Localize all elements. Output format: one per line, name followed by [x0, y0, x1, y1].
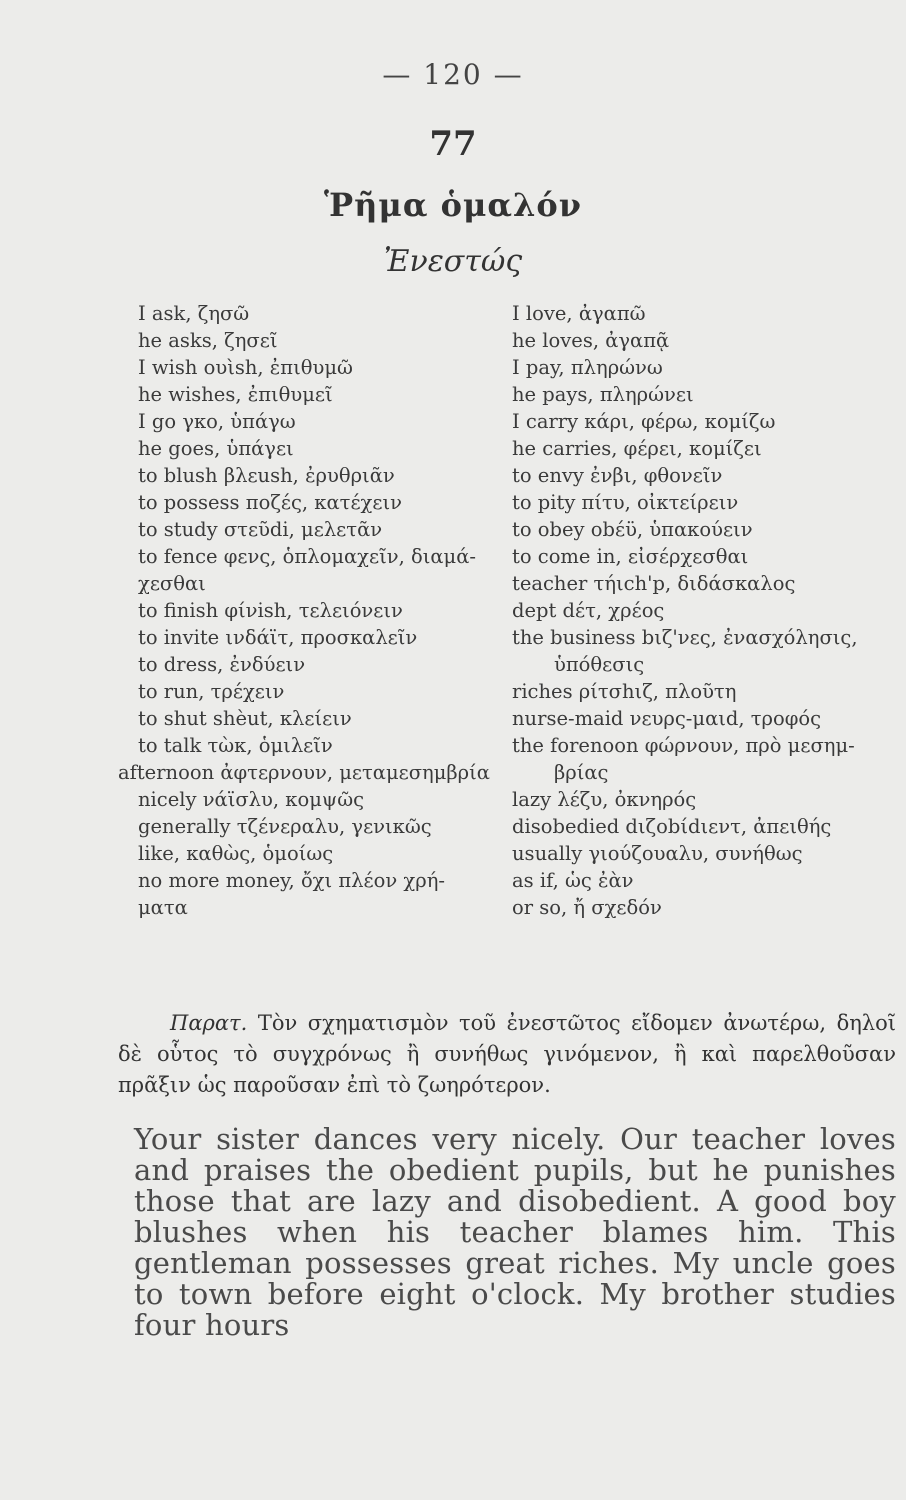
vocab-entry: I carry κάρι, φέρω, κομίζω: [512, 410, 776, 433]
vocab-entry: I ask, ζησῶ: [138, 302, 250, 325]
vocab-entry: he pays, πληρώνει: [512, 383, 694, 406]
vocab-entry: disobedied dιζοbίdιεντ, ἀπειθής: [512, 815, 832, 838]
vocabulary-right-column: [512, 300, 892, 921]
vocab-entry: or so, ἤ σχεδόν: [512, 896, 662, 919]
vocab-entry: to shut shèut, κλείειν: [138, 707, 352, 730]
page-number: — 120 —: [382, 58, 524, 91]
vocab-entry: to possess ποζές, κατέχειν: [138, 491, 402, 514]
vocab-entry: he loves, ἀγαπᾷ: [512, 329, 670, 352]
vocab-entry: χεσθαι: [138, 572, 206, 595]
vocab-entry: he goes, ὑπάγει: [138, 437, 294, 460]
vocab-entry: usually γιούζουαλυ, συνήθως: [512, 842, 803, 865]
grammar-note: [118, 1008, 896, 1101]
vocab-entry: to talk τὼκ, ὁμιλεῖν: [138, 734, 333, 757]
section-subtitle: Ἐνεστώς: [383, 244, 523, 279]
vocab-entry: ματα: [138, 896, 188, 919]
vocab-entry: to study στεῦdi, μελετᾶν: [138, 518, 383, 541]
vocab-entry: to envy ἐνβι, φθονεῖν: [512, 464, 723, 487]
vocab-entry: I pay, πληρώνω: [512, 356, 663, 379]
vocab-entry: nicely νάϊσλυ, κομψῶς: [138, 788, 365, 811]
vocab-entry: to obey οbέϋ, ὑπακούειν: [512, 518, 753, 541]
vocab-entry: like, καθὼς, ὁμοίως: [138, 842, 334, 865]
vocab-entry: to fence φενς, ὁπλομαχεῖν, διαμά-: [138, 545, 476, 568]
vocab-entry: afternoon ἀφτερνουν, μεταμεσημβρία: [118, 761, 490, 784]
vocab-entry: to blush βλεush, ἐρυθριᾶν: [138, 464, 395, 487]
vocab-entry: as if, ὡς ἐὰν: [512, 869, 634, 892]
vocab-entry: βρίας: [554, 761, 609, 784]
vocab-entry: the forenoon φώρνουν, πρὸ μεσημ-: [512, 734, 855, 757]
vocab-entry: to run, τρέχειν: [138, 680, 285, 703]
vocab-entry: nurse-maid νευρς-μαιd, τροφός: [512, 707, 822, 730]
vocab-entry: I go γκο, ὑπάγω: [138, 410, 296, 433]
vocab-entry: to pity πίτυ, οἰκτείρειν: [512, 491, 739, 514]
note-text: Τὸν σχηματισμὸν τοῦ ἐνεστῶτος εἴδομεν ἀνωτέρω, δηλοῖ δὲ οὗτος τὸ συγχρόνως ἢ συνήθως γινόμενον, ἢ καὶ παρελθοῦσαν πρᾶξιν ὡς παροῦσαν ἐπὶ τὸ ζωηρότερον.: [118, 1011, 896, 1097]
vocab-entry: no more money, ὄχι πλέον χρή-: [138, 869, 445, 892]
vocab-entry: lazy λέζυ, ὀκνηρός: [512, 788, 697, 811]
vocab-entry: I love, ἀγαπῶ: [512, 302, 646, 325]
vocab-entry: riches ρίτσhιζ, πλοῦτη: [512, 680, 737, 703]
vocabulary-left-column: [118, 300, 508, 921]
vocab-entry: he asks, ζησεῖ: [138, 329, 278, 352]
vocab-entry: to invite ινδάϊτ, προσκαλεῖν: [138, 626, 418, 649]
vocab-entry: generally τζένεραλυ, γενικῶς: [138, 815, 432, 838]
section-title: Ῥῆμα ὁμαλόν: [324, 186, 582, 224]
vocab-entry: ὑπόθεσις: [554, 653, 645, 676]
vocab-entry: the business bιζ'νες, ἐνασχόλησις,: [512, 626, 858, 649]
vocab-entry: to come in, εἰσέρχεσθαι: [512, 545, 749, 568]
vocab-entry: to dress, ἐνδύειν: [138, 653, 306, 676]
note-label: Παρατ.: [170, 1011, 248, 1035]
exercise-text: Your sister dances very nicely. Our teacher loves and praises the obedient pupils, but he punishes those that are lazy and disobedient. A good boy blushes when his teacher blames him. This gentleman possesses great riches. My uncle goes to town before eight o'clock. My brother studies four hours: [134, 1122, 896, 1342]
vocab-entry: dept dέτ, χρέος: [512, 599, 665, 622]
lesson-number: 77: [429, 124, 477, 164]
vocab-entry: he carries, φέρει, κομίζει: [512, 437, 762, 460]
vocab-entry: I wish ουὶsh, ἐπιθυμῶ: [138, 356, 353, 379]
vocab-entry: teacher τήιch'p, διδάσκαλος: [512, 572, 796, 595]
vocab-entry: to finish φίνish, τελειόνειν: [138, 599, 403, 622]
vocab-entry: he wishes, ἐπιθυμεῖ: [138, 383, 333, 406]
